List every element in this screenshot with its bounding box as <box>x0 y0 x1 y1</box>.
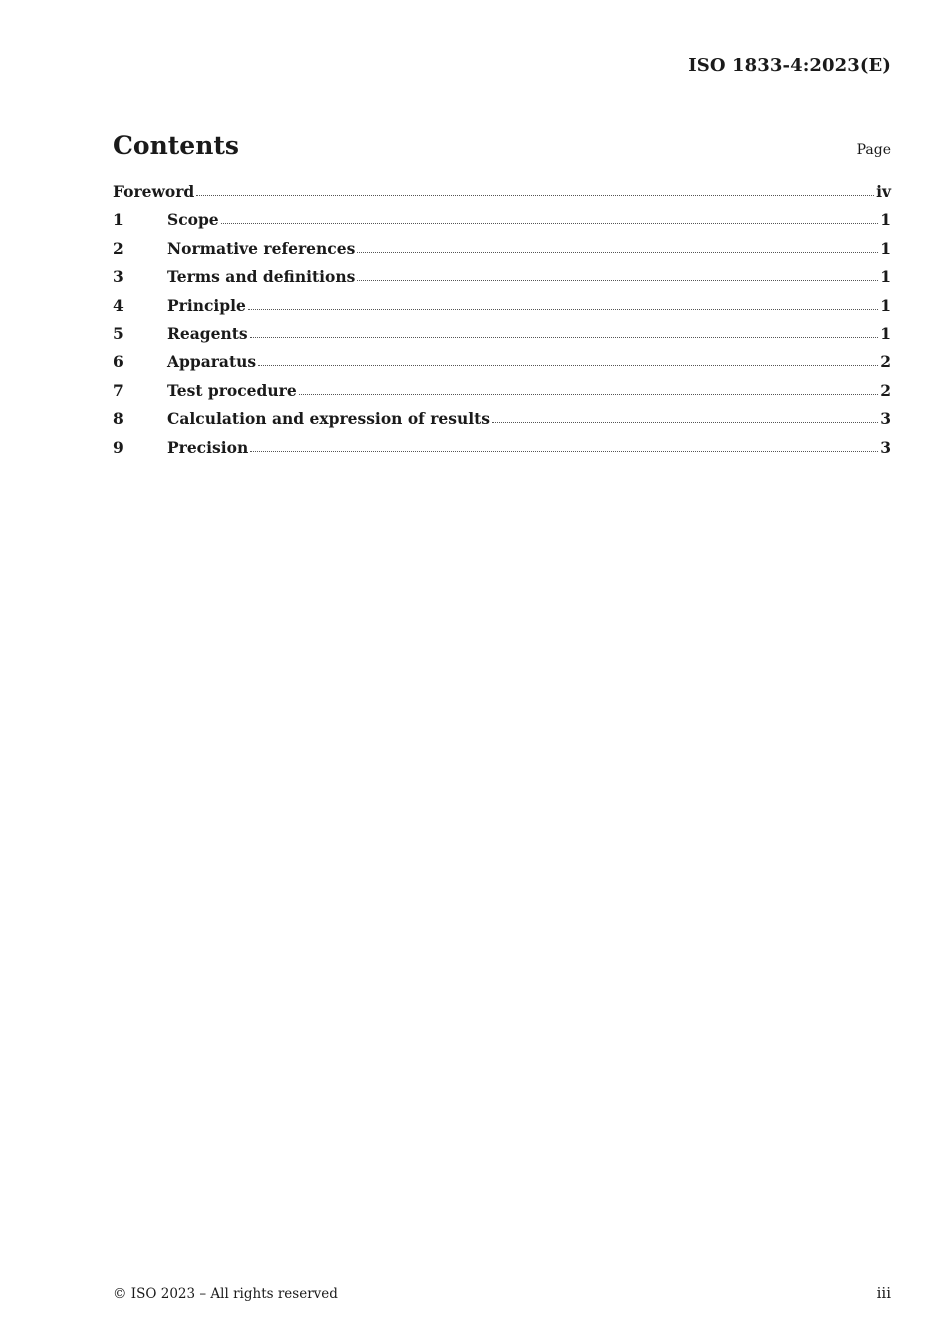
table-of-contents <box>113 182 891 466</box>
toc-entry-title: Apparatus <box>167 352 257 372</box>
toc-entry-number: 7 <box>113 380 124 400</box>
document-id: ISO 1833-4:2023(E) <box>688 55 891 76</box>
toc-entry-apparatus[interactable] <box>113 352 891 380</box>
toc-entry-number: 6 <box>113 352 124 372</box>
footer-page-number: iii <box>876 1284 891 1302</box>
toc-entry-reagents[interactable] <box>113 324 891 352</box>
toc-entry-number: 3 <box>113 267 124 287</box>
toc-leader-dots <box>248 308 878 310</box>
toc-leader-dots <box>492 421 878 423</box>
toc-leader-dots <box>299 393 879 395</box>
toc-entry-title: Terms and definitions <box>167 267 356 287</box>
toc-entry-number: 2 <box>113 238 124 258</box>
footer-copyright: © ISO 2023 – All rights reserved <box>113 1286 338 1302</box>
toc-entry-page: 3 <box>880 409 891 429</box>
toc-entry-page: iv <box>876 182 891 201</box>
toc-entry-page: 1 <box>880 295 891 315</box>
toc-entry-terms-and-definitions[interactable] <box>113 267 891 295</box>
toc-entry-title: Normative references <box>167 238 356 258</box>
toc-entry-normative-references[interactable] <box>113 239 891 267</box>
toc-leader-dots <box>258 364 878 366</box>
toc-entry-scope[interactable] <box>113 210 891 238</box>
toc-leader-dots <box>221 222 879 224</box>
toc-entry-page: 1 <box>880 267 891 287</box>
toc-entry-title: Precision <box>167 437 249 457</box>
toc-entry-title: Reagents <box>167 323 248 343</box>
toc-leader-dots <box>250 336 879 338</box>
toc-entry-calculation-and-expression[interactable] <box>113 409 891 437</box>
contents-heading: Contents <box>113 131 240 160</box>
toc-entry-number: 1 <box>113 210 124 230</box>
toc-entry-precision[interactable] <box>113 438 891 466</box>
toc-entry-title: Calculation and expression of results <box>167 409 491 429</box>
toc-entry-page: 2 <box>880 352 891 372</box>
toc-entry-page: 3 <box>880 437 891 457</box>
toc-entry-number: 5 <box>113 323 124 343</box>
toc-entry-title: Principle <box>167 295 246 315</box>
toc-entry-number: 8 <box>113 409 124 429</box>
toc-entry-number: 9 <box>113 437 124 457</box>
toc-leader-dots <box>357 251 878 253</box>
toc-entry-test-procedure[interactable] <box>113 381 891 409</box>
toc-entry-foreword[interactable] <box>113 182 891 210</box>
toc-entry-page: 2 <box>880 380 891 400</box>
page-column-label: Page <box>856 142 891 158</box>
toc-leader-dots <box>250 450 878 452</box>
toc-entry-page: 1 <box>880 210 891 230</box>
toc-entry-page: 1 <box>880 238 891 258</box>
toc-entry-title: Foreword <box>113 182 195 201</box>
toc-entry-page: 1 <box>880 323 891 343</box>
toc-leader-dots <box>357 279 878 281</box>
toc-entry-principle[interactable] <box>113 296 891 324</box>
toc-entry-number: 4 <box>113 295 124 315</box>
toc-leader-dots <box>196 194 874 196</box>
toc-entry-title: Test procedure <box>167 380 297 400</box>
toc-entry-title: Scope <box>167 210 219 230</box>
